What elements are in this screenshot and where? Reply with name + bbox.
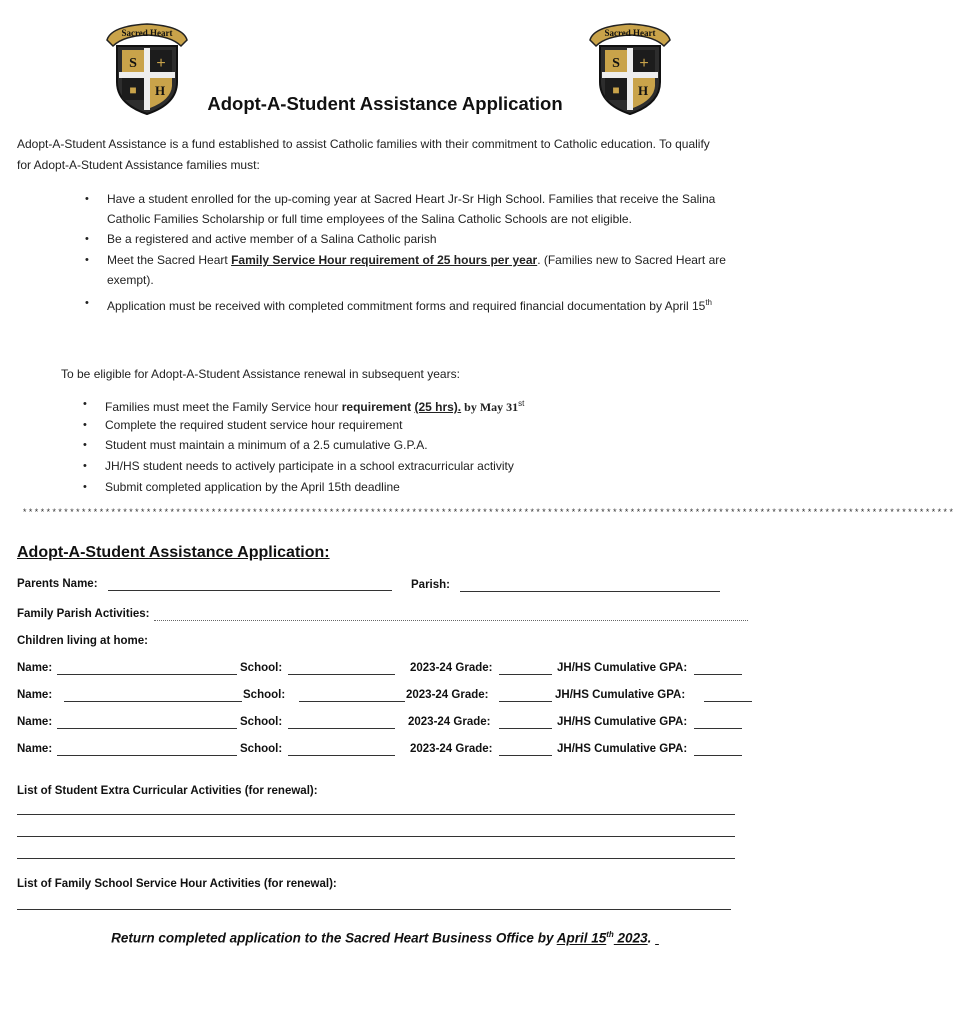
extracurricular-label: List of Student Extra Curricular Activities (for renewal): — [17, 785, 318, 797]
gpa-label: JH/HS Cumulative GPA: — [557, 743, 688, 755]
bullet-icon: • — [85, 254, 89, 266]
renewal-5: • Submit completed application by the April 15th deadline — [105, 477, 400, 497]
form-heading: Adopt-A-Student Assistance Application: — [17, 544, 330, 561]
school-field[interactable] — [288, 728, 395, 729]
name-label: Name: — [17, 662, 53, 674]
child-name-field[interactable] — [57, 755, 237, 756]
grade-label: 2023-24 Grade: — [410, 662, 493, 674]
renewal-4: • JH/HS student needs to actively participate in a school extracurricular activity — [105, 456, 514, 476]
parents-name-field[interactable] — [108, 590, 392, 591]
grade-label: 2023-24 Grade: — [408, 716, 491, 728]
bullet-icon: • — [83, 398, 87, 410]
parish-field[interactable] — [460, 591, 720, 592]
school-label: School: — [243, 689, 286, 701]
gpa-field[interactable] — [704, 701, 752, 702]
school-field[interactable] — [288, 674, 395, 675]
requirement-3: • Meet the Sacred Heart Family Service Hour requirement of 25 hours per year. (Families new to Sacred Heart are exempt). — [107, 250, 747, 290]
name-label: Name: — [17, 716, 53, 728]
renewal-1: • Families must meet the Family Service hour requirement (25 hrs). by May 31st — [105, 394, 745, 417]
bullet-icon: • — [85, 193, 89, 205]
grade-field[interactable] — [499, 701, 552, 702]
service-hours-label: List of Family School Service Hour Activities (for renewal): — [17, 878, 337, 890]
crest-cross: + — [156, 55, 166, 72]
requirement-2: • Be a registered and active member of a Salina Catholic parish — [107, 229, 747, 249]
renewal-2: • Complete the required student service hour requirement — [105, 415, 403, 435]
grade-label: 2023-24 Grade: — [406, 689, 489, 701]
school-label: School: — [240, 716, 283, 728]
child-name-field[interactable] — [64, 701, 242, 702]
school-field[interactable] — [299, 701, 405, 702]
service-hour-link: Family Service Hour requirement of 25 hours per year — [231, 253, 538, 267]
parents-name-label: Parents Name: — [17, 578, 98, 590]
gpa-label: JH/HS Cumulative GPA: — [555, 689, 686, 701]
return-instructions: Return completed application to the Sacred Heart Business Office by April 15th 2023. — [111, 930, 652, 946]
bullet-icon: • — [85, 297, 89, 309]
service-hours-line[interactable] — [17, 909, 731, 910]
extracurricular-line-1[interactable] — [17, 814, 735, 815]
page-title: Adopt-A-Student Assistance Application — [207, 93, 563, 114]
intro-paragraph: Adopt-A-Student Assistance is a fund established to assist Catholic families with their commitment to Catholic education. To qualify for Adopt-A-Student Assistance families must: — [17, 137, 710, 172]
extracurricular-line-2[interactable] — [17, 836, 735, 837]
crest-book: ■ — [129, 83, 137, 97]
school-label: School: — [240, 743, 283, 755]
gpa-field[interactable] — [694, 755, 742, 756]
requirement-1: • Have a student enrolled for the up-coming year at Sacred Heart Jr-Sr High School. Families that receive the Salina Catholic Families Scholarship or full time employees of the Salina Catholic Schools are not eligible. — [107, 189, 747, 229]
grade-label: 2023-24 Grade: — [410, 743, 493, 755]
bullet-icon: • — [83, 460, 87, 472]
gpa-field[interactable] — [694, 728, 742, 729]
grade-field[interactable] — [499, 674, 552, 675]
crest-book: ■ — [612, 83, 620, 97]
separator-line: ************************************************************************************************************************************************************** — [22, 508, 954, 518]
school-field[interactable] — [288, 755, 395, 756]
grade-field[interactable] — [499, 755, 552, 756]
child-name-field[interactable] — [57, 674, 237, 675]
gpa-label: JH/HS Cumulative GPA: — [557, 662, 688, 674]
crest-cross: + — [639, 55, 649, 72]
bullet-icon: • — [83, 481, 87, 493]
bullet-icon: • — [85, 233, 89, 245]
crest-banner-text: Sacred Heart — [604, 28, 656, 38]
crest-letter-h: H — [154, 83, 166, 98]
gpa-label: JH/HS Cumulative GPA: — [557, 716, 688, 728]
name-label: Name: — [17, 743, 53, 755]
crest-letter-s: S — [612, 56, 620, 71]
bullet-icon: • — [83, 419, 87, 431]
bullet-icon: • — [83, 439, 87, 451]
crest-letter-s: S — [129, 56, 137, 71]
children-label: Children living at home: — [17, 635, 148, 647]
child-name-field[interactable] — [57, 728, 237, 729]
name-label: Name: — [17, 689, 53, 701]
school-label: School: — [240, 662, 283, 674]
extracurricular-line-3[interactable] — [17, 858, 735, 859]
requirement-4: • Application must be received with completed commitment forms and required financial documentation by April 15th — [85, 297, 712, 313]
renewal-3: • Student must maintain a minimum of a 2.5 cumulative G.P.A. — [105, 435, 428, 455]
family-activities-field[interactable] — [154, 620, 748, 621]
parish-label: Parish: — [411, 579, 450, 591]
grade-field[interactable] — [499, 728, 552, 729]
crest-banner-text: Sacred Heart — [121, 28, 173, 38]
family-activities-label: Family Parish Activities: — [17, 608, 150, 620]
gpa-field[interactable] — [694, 674, 742, 675]
renewal-heading: To be eligible for Adopt-A-Student Assistance renewal in subsequent years: — [61, 367, 460, 381]
crest-letter-h: H — [637, 83, 649, 98]
